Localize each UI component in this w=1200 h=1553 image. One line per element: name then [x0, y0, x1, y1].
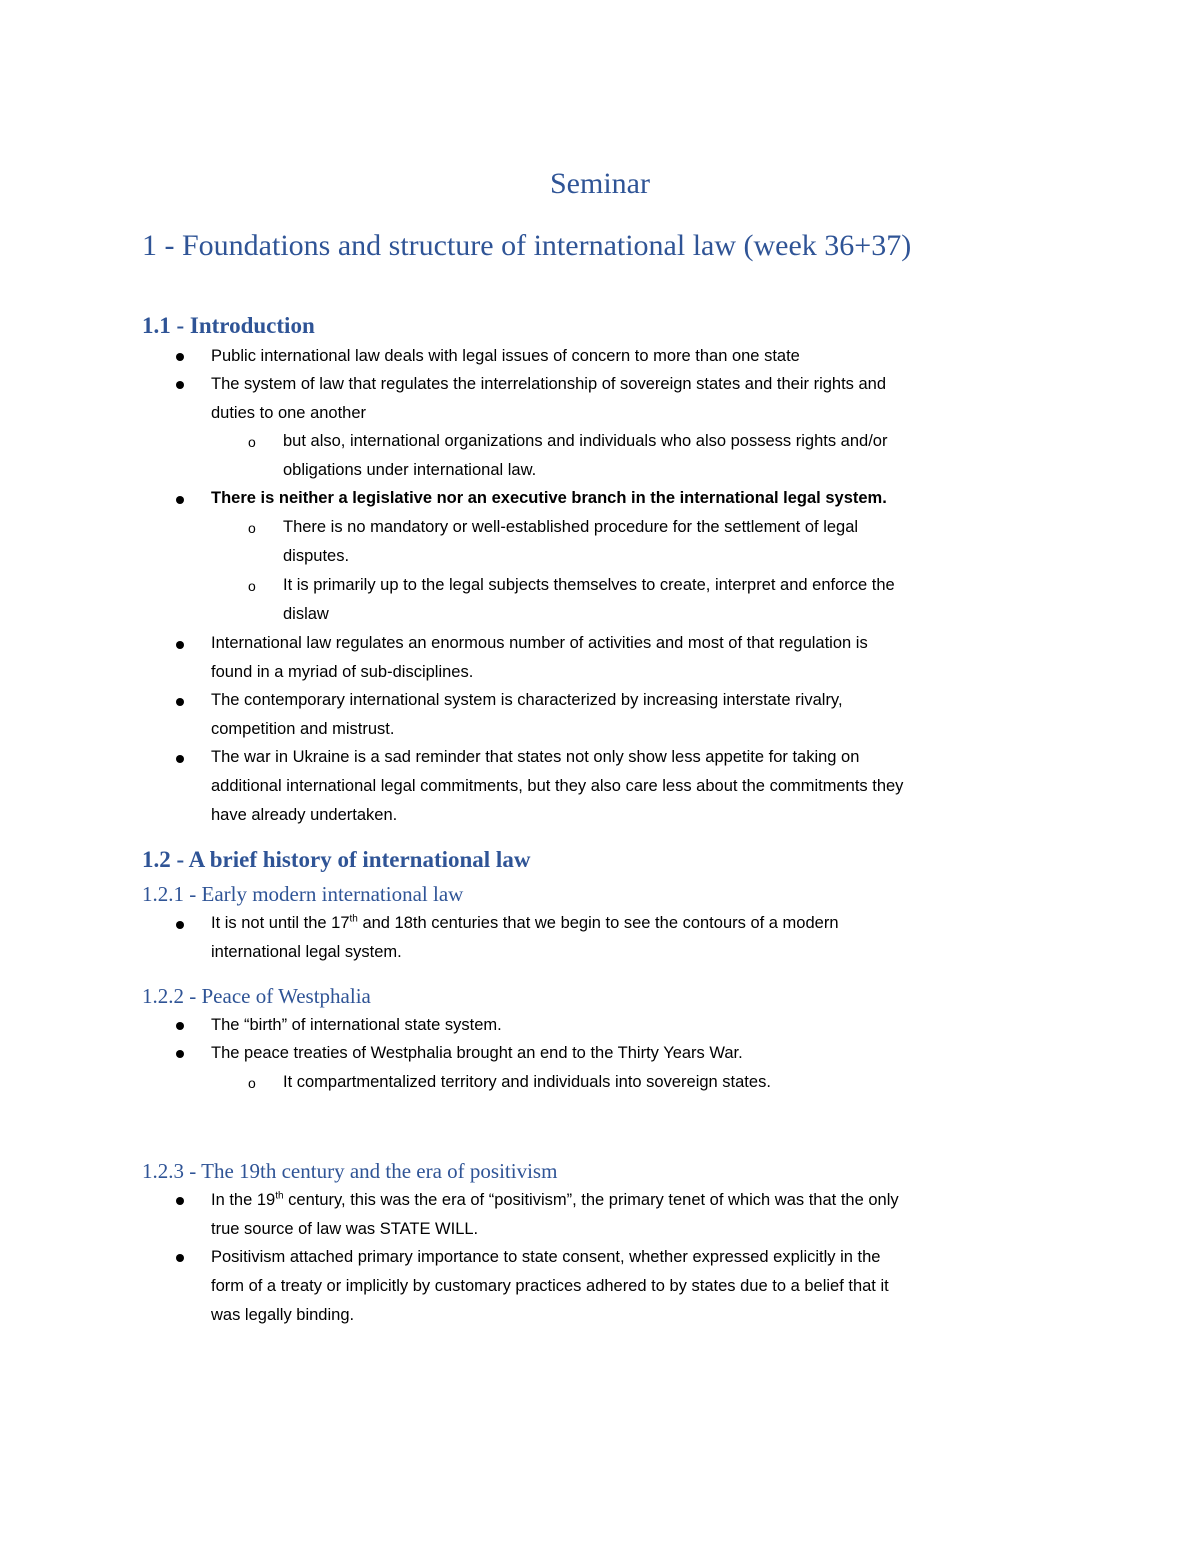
- bullet-icon: [176, 381, 184, 389]
- sub-list-item: but also, international organizations and individuals who also possess rights and/or: [283, 432, 888, 450]
- document-title: Seminar: [550, 167, 650, 200]
- list-item: Public international law deals with legal issues of concern to more than one state: [211, 347, 800, 365]
- chapter-heading: 1 - Foundations and structure of international law (week 36+37): [142, 229, 912, 262]
- section-heading-history: 1.2 - A brief history of international law: [142, 847, 531, 872]
- sub-bullet-icon: o: [248, 434, 256, 450]
- list-item: The “birth” of international state system.: [211, 1016, 502, 1034]
- bullet-icon: [176, 496, 184, 504]
- list-item-continuation: was legally binding.: [211, 1306, 355, 1324]
- bullet-icon: [176, 698, 184, 706]
- list-item: The peace treaties of Westphalia brought an end to the Thirty Years War.: [211, 1044, 743, 1062]
- sub-list-item: It compartmentalized territory and individuals into sovereign states.: [283, 1073, 771, 1091]
- list-item: The war in Ukraine is a sad reminder that states not only show less appetite for taking on: [211, 748, 860, 766]
- list-item: The system of law that regulates the interrelationship of sovereign states and their rights and: [211, 375, 887, 393]
- bullet-icon: [176, 353, 184, 361]
- subsection-heading-westphalia: 1.2.2 - Peace of Westphalia: [142, 984, 371, 1008]
- list-item: The contemporary international system is characterized by increasing interstate rivalry,: [211, 691, 843, 709]
- list-item-continuation: true source of law was STATE WILL.: [211, 1220, 479, 1238]
- bullet-icon: [176, 1022, 184, 1030]
- list-item-continuation: competition and mistrust.: [211, 720, 395, 738]
- bullet-icon: [176, 1254, 184, 1262]
- sub-list-item: There is no mandatory or well-established procedure for the settlement of legal: [283, 518, 859, 536]
- list-item: Positivism attached primary importance to state consent, whether expressed explicitly in the: [211, 1248, 881, 1266]
- section-heading-introduction: 1.1 - Introduction: [142, 313, 315, 338]
- list-item-continuation: form of a treaty or implicitly by customary practices adhered to by states due to a belief that it: [211, 1277, 889, 1295]
- list-item: It is not until the 17th and 18th centuries that we begin to see the contours of a modern: [211, 913, 839, 932]
- sub-list-item: It is primarily up to the legal subjects themselves to create, interpret and enforce the: [283, 576, 895, 594]
- sub-list-item-continuation: disputes.: [283, 547, 350, 565]
- list-item: International law regulates an enormous number of activities and most of that regulation is: [211, 634, 868, 652]
- sub-list-item-continuation: dislaw: [283, 605, 329, 623]
- list-item-continuation: additional international legal commitments, but they also care less about the commitments they: [211, 777, 904, 795]
- sub-bullet-icon: o: [248, 578, 256, 594]
- subsection-heading-positivism: 1.2.3 - The 19th century and the era of positivism: [142, 1159, 558, 1183]
- bullet-icon: [176, 921, 184, 929]
- bullet-icon: [176, 1050, 184, 1058]
- list-item-continuation: duties to one another: [211, 404, 367, 422]
- subsection-heading-early-modern: 1.2.1 - Early modern international law: [142, 882, 464, 906]
- list-item-emphasis: There is neither a legislative nor an executive branch in the international legal system.: [211, 489, 887, 507]
- list-item: In the 19th century, this was the era of “positivism”, the primary tenet of which was that the only: [211, 1190, 899, 1209]
- sub-bullet-icon: o: [248, 520, 256, 536]
- bullet-icon: [176, 641, 184, 649]
- sub-list-item-continuation: obligations under international law.: [283, 461, 537, 479]
- list-item-continuation: international legal system.: [211, 943, 402, 961]
- sub-bullet-icon: o: [248, 1075, 256, 1091]
- list-item-continuation: have already undertaken.: [211, 806, 398, 824]
- superscript: th: [349, 913, 358, 925]
- bullet-icon: [176, 755, 184, 763]
- bullet-icon: [176, 1197, 184, 1205]
- superscript: th: [275, 1190, 284, 1202]
- list-item-continuation: found in a myriad of sub-disciplines.: [211, 663, 474, 681]
